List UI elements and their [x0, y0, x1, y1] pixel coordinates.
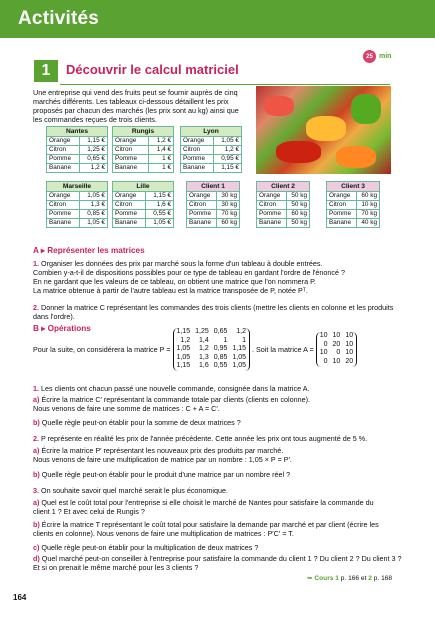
- table-rungis: Rungis Orange 1,2 € Citron 1,4 € Pomme 1 € Banane 1 €: [112, 126, 174, 173]
- header-band: [0, 0, 435, 38]
- section-number: 1: [34, 60, 58, 82]
- question-b2b: b) Quelle règle peut-on établir pour le produit d'une matrice par un nombre réel ?: [33, 470, 291, 479]
- table-title: Client 1: [187, 182, 240, 192]
- table-title: Marseille: [47, 182, 108, 192]
- table-title: Lille: [113, 182, 174, 192]
- duration-badge: [363, 50, 391, 63]
- fruit-market-photo: [256, 86, 391, 174]
- clock-icon: 25: [363, 50, 376, 63]
- subsection-b-title: B ▸ Opérations: [33, 324, 91, 333]
- table-lyon: Lyon Orange 1,05 € Citron 1,2 € Pomme 0,95 € Banane 1,15 €: [180, 126, 242, 173]
- question-a1: 1. Organiser les données des prix par marché sous la forme d'un tableau à double entrées. Combien y-a-t-il de dispositions possibles pour ce type de tableau en gardant l'ordre de l'énoncé ? En ne gardant que les valeurs de ce tableau, on obtient une matrice que l'on nommera P. La matrice obtenue à partir de l'autre tableau est la matrice transposée de P, notée Pᵀ.: [33, 259, 345, 295]
- duration-unit: min: [379, 53, 392, 60]
- question-b3b: b) Écrire la matrice T représentant le coût total pour satisfaire la demande par marché et par client (écrire les clients en colonne). Nous venons de faire une multiplication de matrices : P′C′ = T.: [33, 520, 379, 538]
- question-b1: 1. Les clients ont chacun passé une nouvelle commande, consignée dans la matrice A.: [33, 384, 310, 393]
- table-title: Client 3: [327, 182, 380, 192]
- course-reference: ➥ Cours 1 p. 166 et 2 p. 168: [307, 575, 393, 582]
- matrix-definitions: Pour la suite, on considérera la matrice P = 1,15 1,25 0,65 1,2 1,2 1,4 1 1 1,05 1,2 0,95 1,15 1,05 1,3 0,85 1,05 1,15 1,6 0,55 1,05 . Soit la matrice A = 10 10 10 0 20 10 10 0 10 0 10 20: [33, 328, 359, 371]
- question-b2: 2. P représente en réalité les prix de l'année précédente. Cette année les prix ont tous augmenté de 5 %.: [33, 434, 368, 443]
- table-title: Nantes: [47, 127, 108, 137]
- question-b3d: d) Quel marché peut-on conseiller à l'entreprise pour satisfaire la commande du client 1 ? Du client 2 ? Du client 3 ? Et si on prenait le même marché pour les 3 clients ?: [33, 554, 402, 572]
- table-title: Client 2: [257, 182, 310, 192]
- table-title: Rungis: [113, 127, 174, 137]
- section-title: Découvrir le calcul matriciel: [66, 62, 239, 77]
- matrix-a: 10 10 10 0 20 10 10 0 10 0 10 20: [316, 332, 357, 366]
- page-number: 164: [13, 593, 27, 602]
- section-divider: [60, 84, 390, 85]
- table-client-3: Client 3 Orange 60 kg Citron 10 kg Pomme 70 kg Banane 40 kg: [326, 181, 380, 228]
- intro-text: Une entreprise qui vend des fruits peut se fournir auprès de cinq marchés différents. Les tableaux ci-dessous détaillent les prix proposés par chacun des marchés (les prix sont au kg) ainsi que les commandes reçues de trois clients.: [33, 88, 239, 124]
- question-b3c: c) Quelle règle peut-on établir pour la multiplication de deux matrices ?: [33, 543, 259, 552]
- question-a2: 2. Donner la matrice C représentant les commandes des trois clients (mettre les clients en colonne et les produits dans l'ordre).: [33, 303, 394, 321]
- page-title: Activités: [18, 8, 100, 29]
- table-title: Lyon: [181, 127, 242, 137]
- question-b1a: a) Écrire la matrice C′ représentant la commande totale par clients (clients en colonne). Nous venons de faire une somme de matrices : C + A = C′.: [33, 395, 311, 413]
- question-b2a: a) Écrire la matrice P′ représentant les nouveaux prix des produits par marché. Nous venons de faire une multiplication de matrice par un nombre : 1,05 × P = P′.: [33, 446, 292, 464]
- table-client-1: Client 1 Orange 30 kg Citron 30 kg Pomme 70 kg Banane 60 kg: [186, 181, 240, 228]
- table-nantes: Nantes Orange 1,15 € Citron 1,25 € Pomme 0,65 € Banane 1,2 €: [46, 126, 108, 173]
- arrow-icon: ➥: [307, 575, 313, 582]
- question-b1b: b) Quelle règle peut-on établir pour la somme de deux matrices ?: [33, 418, 241, 427]
- question-b3: 3. On souhaite savoir quel marché serait le plus économique.: [33, 486, 228, 495]
- table-marseille: Marseille Orange 1,05 € Citron 1,3 € Pomme 0,85 € Banane 1,05 €: [46, 181, 108, 228]
- matrix-p: 1,15 1,25 0,65 1,2 1,2 1,4 1 1 1,05 1,2 0,95 1,15 1,05 1,3 0,85 1,05 1,15 1,6 0,55 1,05: [173, 328, 251, 371]
- table-client-2: Client 2 Orange 50 kg Citron 50 kg Pomme 60 kg Banane 50 kg: [256, 181, 310, 228]
- subsection-a-title: A ▸ Représenter les matrices: [33, 246, 145, 255]
- table-lille: Lille Orange 1,15 € Citron 1,6 € Pomme 0,55 € Banane 1,05 €: [112, 181, 174, 228]
- question-b3a: a) Quel est le coût total pour l'entreprise si elle choisit le marché de Nantes pour satisfaire la commande du client 1 ? Et avec celui de Rungis ?: [33, 498, 374, 516]
